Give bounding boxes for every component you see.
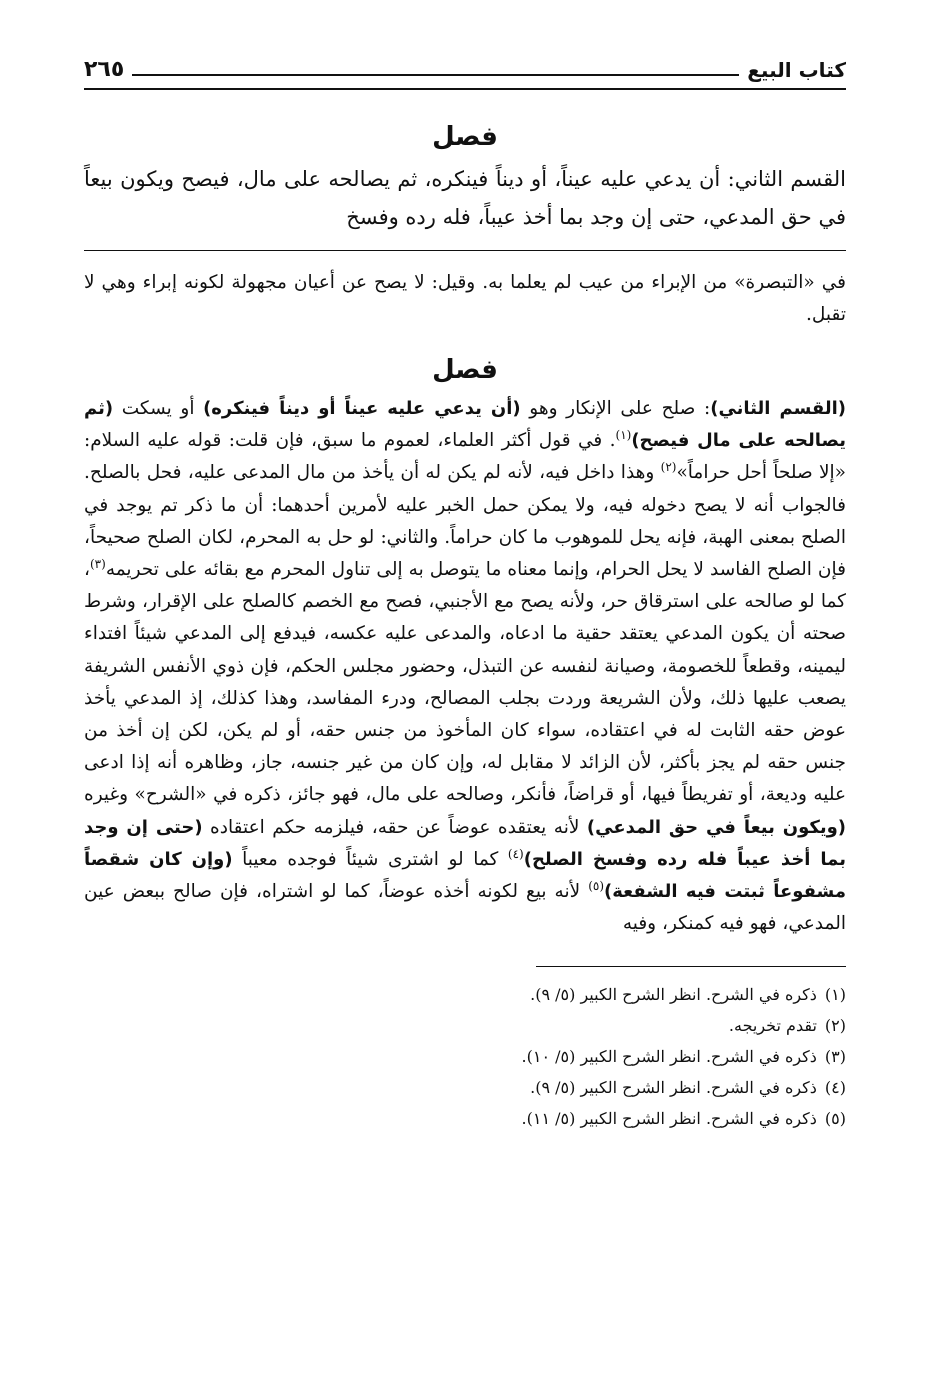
page-number: ٢٦٥ bbox=[84, 57, 125, 82]
quoted-matn: (القسم الثاني) bbox=[710, 398, 846, 419]
commentary-text: أو يسكت bbox=[113, 398, 204, 419]
header-rule bbox=[132, 74, 739, 76]
footnote-item bbox=[84, 1041, 846, 1072]
header-underline bbox=[84, 88, 846, 90]
previous-commentary-ending: في «التبصرة» من الإبراء من عيب لم يعلما به. وقيل: لا يصح عن أعيان مجهولة لكونه إبراء وهي لا تقبل. bbox=[84, 272, 846, 325]
matn-text: القسم الثاني: أن يدعي عليه عيناً، أو ديناً فينكره، ثم يصالحه على مال، فيصح ويكون بيعاً في حق المدعي، حتى إن وجد بما أخذ عيباً، فله رده وفسخ bbox=[84, 167, 846, 229]
footnote-number: (٢) bbox=[824, 1016, 846, 1036]
footnote-text: ذكره في الشرح. انظر الشرح الكبير (٥/ ٩). bbox=[530, 985, 817, 1005]
commentary-text: . في قول أكثر العلماء، لعموم ما سبق، فإن قلت: قوله عليه السلام: «إلا صلحاً أحل حراماً» bbox=[84, 430, 846, 484]
commentary-text: وهذا داخل فيه، لأنه لم يكن له أن يأخذ من مال المدعى عليه، فحل بالصلح. فالجواب أنه لا يصح دخوله فيه، ولا يمكن حمل الخبر عليه لأمرين أحدهما: أن ما ذكر تم يوجد في الصلح بمعنى الهبة، فإنه يحل للموهوب ما كان حراماً. والثاني: لو حل به المحرم، لكان الصلح صحيحاً، فإن الصلح الفاسد لا يحل الحرام، وإنما معناه ما يتوصل به إلى تناول المحرم مع بقائه على تحريمه bbox=[84, 462, 846, 581]
footnote-item bbox=[84, 1103, 846, 1134]
running-header bbox=[84, 52, 846, 82]
commentary-text: لأنه يعتقده عوضاً عن حقه، فيلزمه حكم اعتقاده bbox=[202, 816, 587, 838]
sharh-text bbox=[84, 393, 846, 940]
quoted-matn: (حتى إن وجد بما أخذ عيباً فله رده وفسخ الصلح) bbox=[84, 816, 846, 870]
footnote-number: (٣) bbox=[824, 1047, 846, 1067]
quoted-matn: (ويكون بيعاً في حق المدعي) bbox=[586, 816, 846, 838]
footnote-ref: (٤) bbox=[507, 846, 524, 861]
quoted-matn: (ثم يصالحه على مال فيصح) bbox=[84, 398, 846, 452]
book-page bbox=[84, 52, 846, 1134]
matn-separator bbox=[84, 250, 846, 251]
footnote-text: ذكره في الشرح. انظر الشرح الكبير (٥/ ٩). bbox=[530, 1078, 817, 1098]
footnote-item bbox=[84, 1072, 846, 1103]
matn-heading: فصل bbox=[432, 122, 498, 152]
footnote-ref: (٢) bbox=[660, 460, 677, 475]
commentary-text: لأنه بيع لكونه أخذه عوضاً، كما لو اشتراه، فإن صالح ببعض عين المدعي، فهو فيه كمنكر، وفيه bbox=[84, 881, 846, 935]
footnote-item bbox=[84, 1010, 846, 1041]
footnotes-list bbox=[84, 979, 846, 1134]
footnote-text: تقدم تخريجه. bbox=[728, 1016, 817, 1036]
footnote-number: (٥) bbox=[824, 1109, 846, 1129]
commentary-text: ، كما لو صالحه على استرقاق حر، ولأنه يصح مع الأجنبي، فصح مع الخصم كالصلح على الإقرار، وشرط صحته أن يكون المدعي يعتقد حقية ما ادعاه، والمدعى عليه عكسه، فيدفع إلى المدعي شيئاً افتداء ليمينه، وقطعاً للخصومة، وصيانة لنفسه عن التبذل، وحضور مجلس الحكم، فإن ذوي الأنفس الشريفة يصعب عليها ذلك، ولأن الشريعة وردت بجلب المصالح، ودرء المفاسد، وهذا كذلك، إذ المدعي يأخذ عوض حقه الثابت له في اعتقاده، سواء كان المأخوذ من جنس حقه، أو لم يكن، لكن إن أخذ من جنس حقه لم يجز بأكثر، لأن الزائد لا مقابل له، وإن كان من غير جنسه، جاز، وظاهره أنه إذا ادعى عليه وديعة، أو تفريطاً فيها، أو قراضاً، فأنكر، وصالحه على مال، فهو جائز، ذكره في «الشرح» وغيره bbox=[84, 559, 846, 806]
footnote-number: (١) bbox=[824, 985, 846, 1005]
commentary-text: كما لو اشترى شيئاً فوجده معيباً bbox=[232, 848, 508, 870]
commentary-text: : صلح على الإنكار وهو bbox=[520, 398, 711, 419]
sharh-heading: فصل bbox=[432, 355, 498, 385]
footnote-number: (٤) bbox=[824, 1078, 846, 1098]
quoted-matn: (وإن كان شقصاً مشفوعاً ثبتت فيه الشفعة) bbox=[84, 848, 846, 903]
footnote-text: ذكره في الشرح. انظر الشرح الكبير (٥/ ١١). bbox=[521, 1109, 817, 1129]
footnote-ref: (٣) bbox=[89, 556, 106, 571]
quoted-matn: (أن يدعي عليه عيناً أو ديناً فينكره) bbox=[203, 398, 521, 419]
footnote-separator bbox=[536, 966, 846, 967]
footnote-item bbox=[84, 979, 846, 1010]
footnote-ref: (١) bbox=[615, 428, 632, 443]
book-title: كتاب البيع bbox=[747, 58, 846, 82]
footnote-text: ذكره في الشرح. انظر الشرح الكبير (٥/ ١٠). bbox=[521, 1047, 817, 1067]
footnote-ref: (٥) bbox=[588, 878, 605, 893]
